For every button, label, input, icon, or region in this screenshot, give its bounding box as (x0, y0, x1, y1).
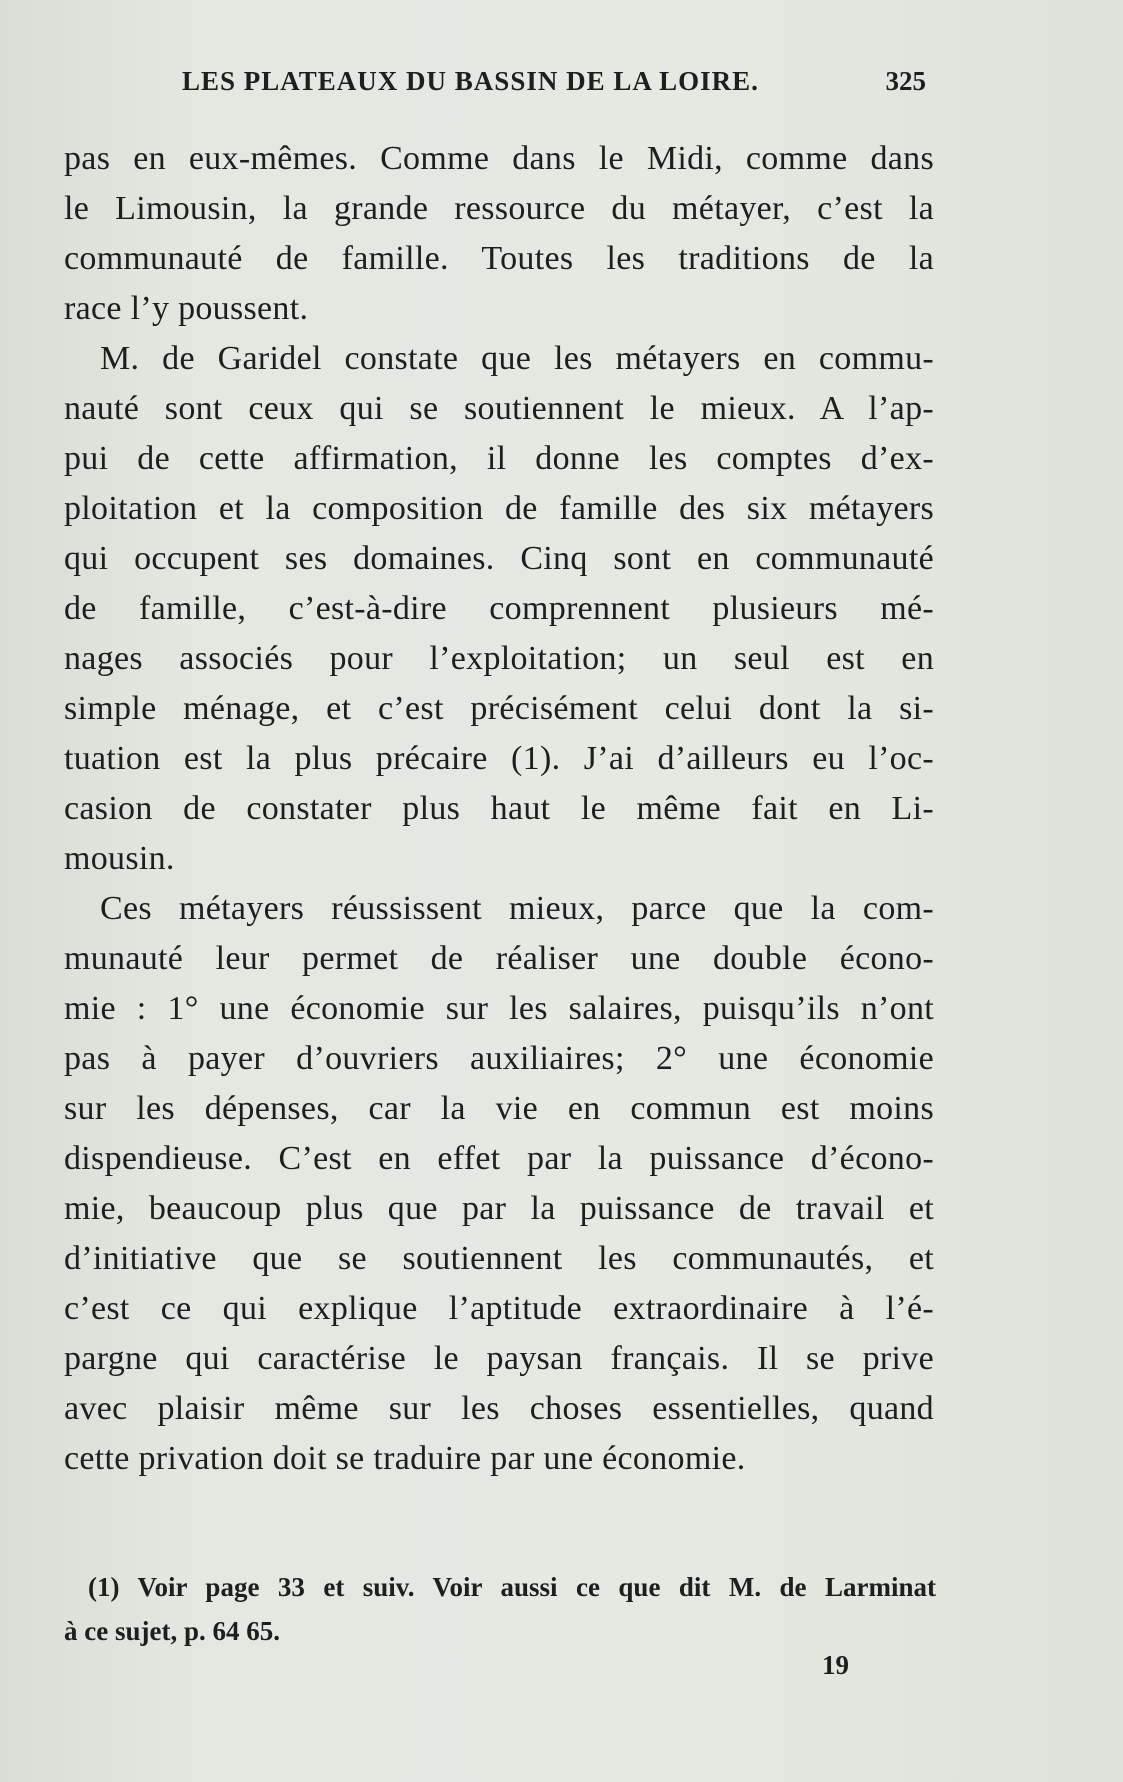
text-line: mie : 1° une économie sur les salaires, puisqu’ils n’ont (64, 990, 934, 1027)
footnote-line: (1) Voir page 33 et suiv. Voir aussi ce que dit M. de Larminat (88, 1572, 936, 1602)
text-line: le Limousin, la grande ressource du métayer, c’est la (64, 190, 934, 227)
text-line: M. de Garidel constate que les métayers en commu- (100, 340, 934, 377)
text-line: pargne qui caractérise le paysan français. Il se prive (64, 1340, 934, 1377)
text-line: pas en eux-mêmes. Comme dans le Midi, comme dans (64, 140, 934, 177)
text-line: munauté leur permet de réaliser une double écono- (64, 940, 934, 977)
text-line: sur les dépenses, car la vie en commun est moins (64, 1090, 934, 1127)
text-line: c’est ce qui explique l’aptitude extraordinaire à l’é- (64, 1290, 934, 1327)
text-line: avec plaisir même sur les choses essentielles, quand (64, 1390, 934, 1427)
text-line: nauté sont ceux qui se soutiennent le mieux. A l’ap- (64, 390, 934, 427)
text-line: nages associés pour l’exploitation; un seul est en (64, 640, 934, 677)
text-line: tuation est la plus précaire (1). J’ai d’ailleurs eu l’oc- (64, 740, 934, 777)
text-line: race l’y poussent. (64, 290, 309, 327)
text-line: pas à payer d’ouvriers auxiliaires; 2° une économie (64, 1040, 934, 1077)
text-line: dispendieuse. C’est en effet par la puissance d’écono- (64, 1140, 934, 1177)
text-line: ploitation et la composition de famille des six métayers (64, 490, 934, 527)
footnote (64, 1565, 936, 1653)
body-text (64, 134, 934, 1484)
page-number: 325 (885, 66, 926, 96)
running-head: LES PLATEAUX DU BASSIN DE LA LOIRE. (182, 66, 759, 96)
text-line: simple ménage, et c’est précisément celui dont la si- (64, 690, 934, 727)
text-line: Ces métayers réussissent mieux, parce que la com- (100, 890, 934, 927)
footnote-line: à ce sujet, p. 64 65. (64, 1616, 280, 1646)
text-line: de famille, c’est-à-dire comprennent plusieurs mé- (64, 590, 934, 627)
text-line: cette privation doit se traduire par une économie. (64, 1440, 746, 1477)
text-line: mousin. (64, 840, 175, 877)
text-line: d’initiative que se soutiennent les communautés, et (64, 1240, 934, 1277)
text-line: pui de cette affirmation, il donne les comptes d’ex- (64, 440, 934, 477)
page-header (182, 66, 926, 106)
text-line: communauté de famille. Toutes les traditions de la (64, 240, 934, 277)
text-line: mie, beaucoup plus que par la puissance de travail et (64, 1190, 934, 1227)
signature-mark: 19 (822, 1650, 849, 1680)
text-line: casion de constater plus haut le même fait en Li- (64, 790, 934, 827)
text-line: qui occupent ses domaines. Cinq sont en communauté (64, 540, 934, 577)
